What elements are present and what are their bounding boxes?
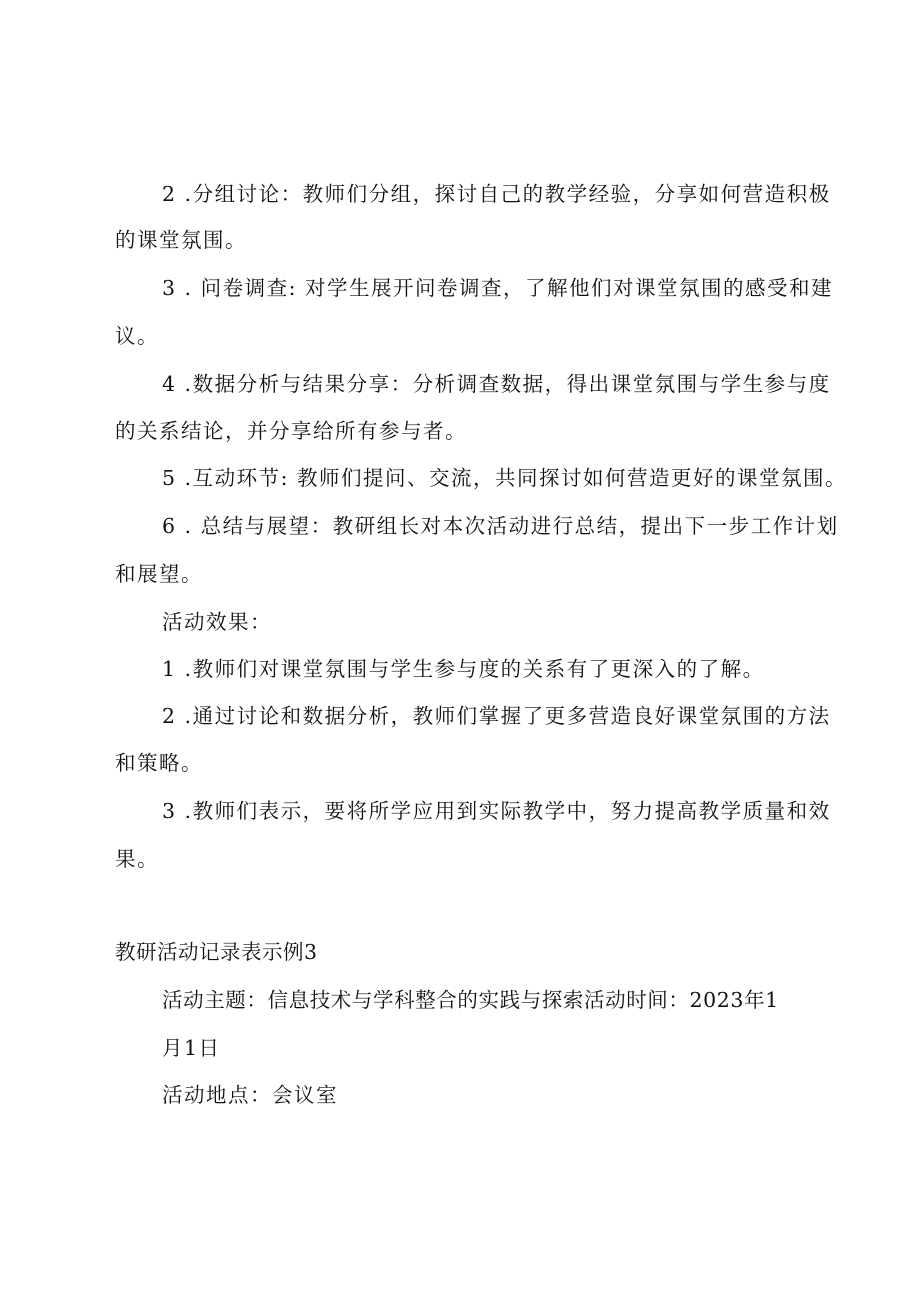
- text-line: 2 .分组讨论：教师们分组，探讨自己的教学经验，分享如何营造积极: [162, 182, 831, 206]
- text-line: 议。: [115, 324, 159, 348]
- document-title: 教研活动记录表示例3: [115, 940, 318, 964]
- text-line: 的关系结论，并分享给所有参与者。: [115, 419, 467, 443]
- section-heading: 活动效果：: [162, 610, 272, 634]
- text-line: 果。: [115, 847, 159, 871]
- text-line: 6 . 总结与展望：教研组长对本次活动进行总结，提出下一步工作计划: [162, 514, 839, 538]
- text-line: 3 .教师们表示，要将所学应用到实际教学中，努力提高教学质量和效: [162, 799, 831, 823]
- text-line: 和策略。: [115, 751, 203, 775]
- text-line: 活动主题：信息技术与学科整合的实践与探索活动时间：2023年1: [162, 988, 779, 1012]
- text-line: 和展望。: [115, 562, 203, 586]
- text-line: 月1日: [162, 1036, 221, 1060]
- text-line: 3 . 问卷调查: 对学生展开问卷调查，了解他们对课堂氛围的感受和建: [162, 276, 834, 300]
- text-line: 4 .数据分析与结果分享：分析调查数据，得出课堂氛围与学生参与度: [162, 372, 831, 396]
- text-line: 5 .互动环节: 教师们提问、交流，共同探讨如何营造更好的课堂氛围。: [162, 466, 847, 490]
- text-line: 1 .教师们对课堂氛围与学生参与度的关系有了更深入的了解。: [162, 657, 765, 681]
- text-line: 的课堂氛围。: [115, 228, 247, 252]
- text-line: 2 .通过讨论和数据分析，教师们掌握了更多营造良好课堂氛围的方法: [162, 704, 831, 728]
- text-line: 活动地点：会议室: [162, 1083, 338, 1107]
